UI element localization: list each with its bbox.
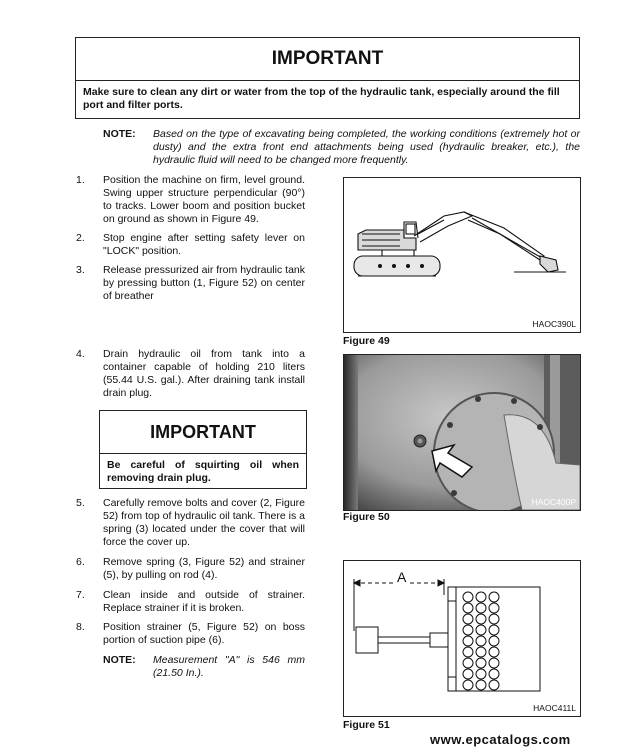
note-label: NOTE: [103,128,136,140]
figure-caption: Figure 49 [343,335,390,347]
strainer-hole [463,669,473,679]
tank-photo [344,355,580,510]
figure-code: HAOC411L [533,703,576,713]
step-text: Carefully remove bolts and cover (2, Figure 52) from top of hydraulic oil tank. There is a spring (3) located under the cover that will force the cover up. [103,497,305,548]
important-title: IMPORTANT [100,411,306,454]
important-box-top [75,37,580,119]
strainer-hole [489,680,499,690]
figure-50-image [343,354,581,511]
strainer-hole [489,647,499,657]
strainer-hole [463,614,473,624]
figure-code: HAOC400P [531,497,576,507]
strainer-hole [476,647,486,657]
dimension-label: A [394,569,409,585]
strainer-hole [463,592,473,602]
strainer-hole [463,625,473,635]
strainer-hole [476,636,486,646]
figure-51-image [343,560,581,717]
strainer-hole [463,680,473,690]
strainer-hole [489,636,499,646]
important-text: Make sure to clean any dirt or water from the top of the hydraulic tank, especially around the fill port and filter ports. [83,86,560,111]
important-box-mid [99,410,307,489]
strainer-hole [489,669,499,679]
step-number: 4. [76,348,85,360]
figure-49-image [343,177,581,333]
figure-caption: Figure 51 [343,719,390,731]
strainer-hole [476,625,486,635]
figure-caption: Figure 50 [343,511,390,523]
strainer-hole [489,625,499,635]
step-text: Clean inside and outside of strainer. Replace strainer if it is broken. [103,589,305,614]
step-number: 3. [76,264,85,276]
strainer-hole [463,658,473,668]
step-text: Position strainer (5, Figure 52) on boss portion of suction pipe (6). [103,621,305,646]
excavator-drawing [344,178,580,332]
strainer-hole [476,592,486,602]
step-number: 5. [76,497,85,509]
strainer-hole [476,669,486,679]
step-number: 2. [76,232,85,244]
step-text: Release pressurized air from hydraulic tank by pressing button (1, Figure 52) on center of breather [103,264,305,302]
step-text: Stop engine after setting safety lever on "LOCK" position. [103,232,305,257]
step-number: 7. [76,589,85,601]
step-text: Remove spring (3, Figure 52) and strainer (5), by pulling on rod (4). [103,556,305,581]
strainer-hole [476,680,486,690]
important-title: IMPORTANT [76,38,579,81]
strainer-hole [489,614,499,624]
step-text: Drain hydraulic oil from tank into a container capable of holding 210 liters (55.44 U.S. gal.). After draining tank install drain plug. [103,348,305,399]
strainer-hole [489,603,499,613]
strainer-hole [489,658,499,668]
strainer-hole [463,636,473,646]
strainer-diagram [344,561,580,716]
step-number: 8. [76,621,85,633]
important-text: Be careful of squirting oil when removing drain plug. [107,459,299,484]
figure-code: HAOC390L [532,319,576,329]
note-text: Based on the type of excavating being completed, the working conditions (extremely hot or dusty) and the extra front end attachments being used (hydraulic breaker, etc.), the hydraulic fluid will need to be changed more frequently. [153,128,580,166]
strainer-hole [463,603,473,613]
strainer-hole [476,603,486,613]
step-text: Position the machine on firm, level ground. Swing upper structure perpendicular (90°) to tracks. Lower boom and position bucket on ground as shown in Figure 49. [103,174,305,225]
strainer-hole [463,647,473,657]
note-label: NOTE: [103,654,136,666]
strainer-hole [476,614,486,624]
note-text: Measurement "A" is 546 mm (21.50 In.). [153,654,305,679]
strainer-hole [489,592,499,602]
step-number: 1. [76,174,85,186]
watermark: www.epcatalogs.com [430,732,571,747]
step-number: 6. [76,556,85,568]
strainer-hole [476,658,486,668]
